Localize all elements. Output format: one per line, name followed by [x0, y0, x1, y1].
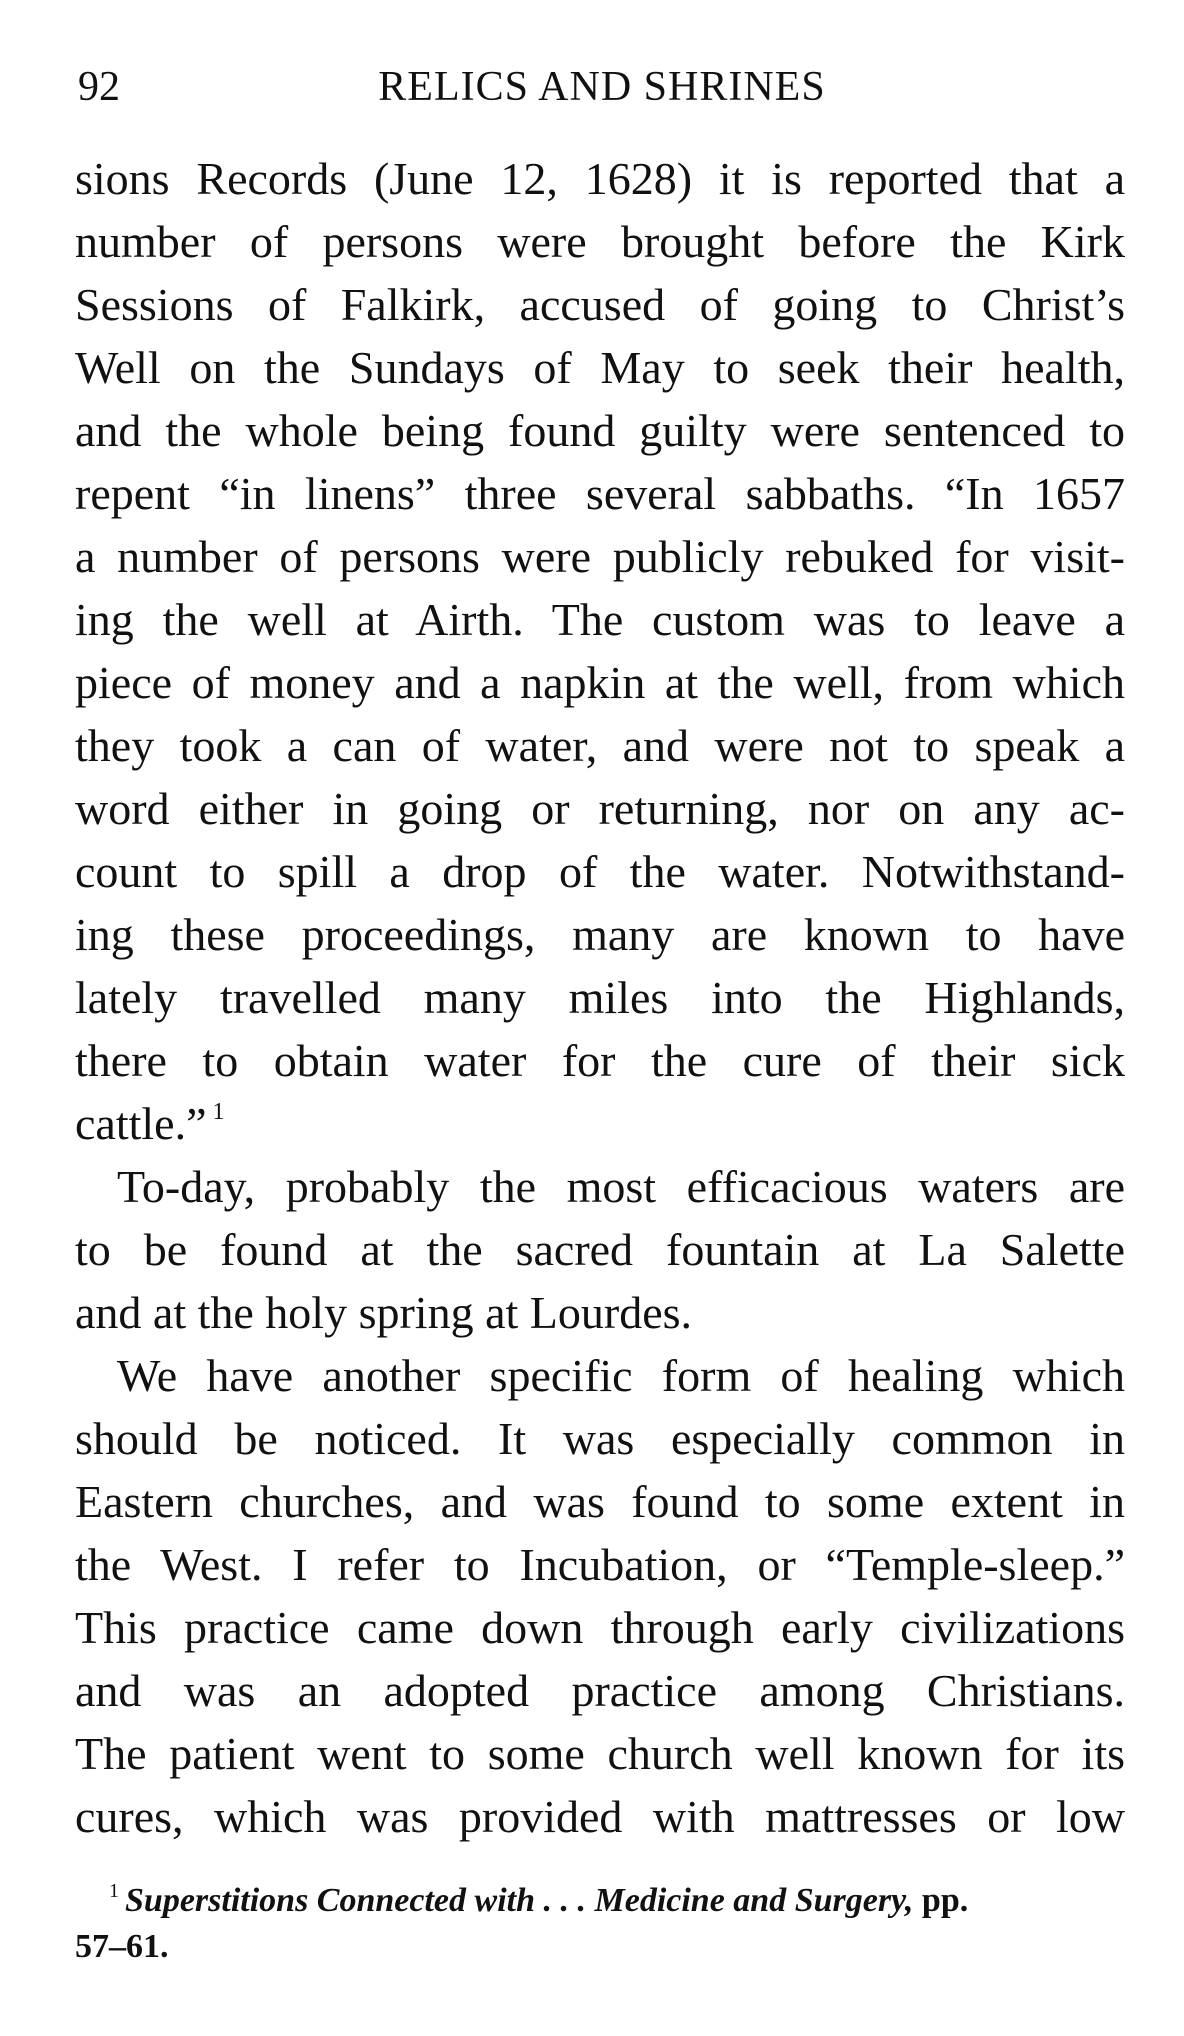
text-line: cattle.”: [75, 1098, 207, 1149]
text-line: Well on the Sundays of May to seek their health,: [75, 342, 1125, 393]
footnote-line: [75, 1924, 1125, 1970]
text-line: ing these proceedings, many are known to have: [75, 909, 1125, 960]
text-line: piece of money and a napkin at the well, from which: [75, 657, 1125, 708]
text-line: This practice came down through early civilizations: [75, 1602, 1125, 1653]
footnote-mark: 1: [109, 1880, 119, 1902]
footnote-pages-prefix: pp.: [921, 1882, 969, 1919]
text-line: lately travelled many miles into the Highlands,: [75, 972, 1125, 1023]
text-line: to be found at the sacred fountain at La Salette: [75, 1224, 1125, 1275]
text-line: and the whole being found guilty were sentenced to: [75, 405, 1125, 456]
text-line: number of persons were brought before the Kirk: [75, 216, 1125, 267]
text-line: repent “in linens” three several sabbaths. “In 1657: [75, 468, 1125, 519]
text-line: cures, which was provided with mattresses or low: [75, 1791, 1125, 1842]
text-line: To-day, probably the most efficacious waters are: [117, 1161, 1125, 1212]
text-line: count to spill a drop of the water. Notwithstand-: [75, 846, 1125, 897]
text-line: there to obtain water for the cure of their sick: [75, 1035, 1125, 1086]
body-text: [75, 147, 1125, 1848]
footnote-source-title: Superstitions Connected with . . . Medicine and Surgery,: [125, 1882, 914, 1919]
text-line: sions Records (June 12, 1628) it is reported that a: [75, 153, 1125, 204]
footnote-line: [75, 1878, 1125, 1924]
text-line: Eastern churches, and was found to some extent in: [75, 1476, 1125, 1527]
text-line: word either in going or returning, nor on any ac-: [75, 783, 1125, 834]
text-line-with-footnote: [75, 1092, 1125, 1155]
text-line: the West. I refer to Incubation, or “Temple-sleep.”: [75, 1539, 1125, 1590]
text-line: Sessions of Falkirk, accused of going to Christ’s: [75, 279, 1125, 330]
text-line: ing the well at Airth. The custom was to leave a: [75, 594, 1125, 645]
text-line: and was an adopted practice among Christians.: [75, 1665, 1125, 1716]
text-line: they took a can of water, and were not to speak a: [75, 720, 1125, 771]
text-line: The patient went to some church well known for its: [75, 1728, 1125, 1779]
text-line: We have another specific form of healing which: [117, 1350, 1125, 1401]
footnote-pages-range: 57–61.: [75, 1928, 169, 1965]
footnote-reference: 1: [212, 1099, 225, 1125]
text-line: a number of persons were publicly rebuked for visit-: [75, 531, 1125, 582]
text-line: should be noticed. It was especially common in: [75, 1413, 1125, 1464]
running-head: [78, 62, 1126, 112]
running-title: RELICS AND SHRINES: [378, 64, 826, 110]
page-number: 92: [78, 64, 120, 110]
footnote: [75, 1878, 1125, 1970]
text-line: and at the holy spring at Lourdes.: [75, 1287, 693, 1338]
